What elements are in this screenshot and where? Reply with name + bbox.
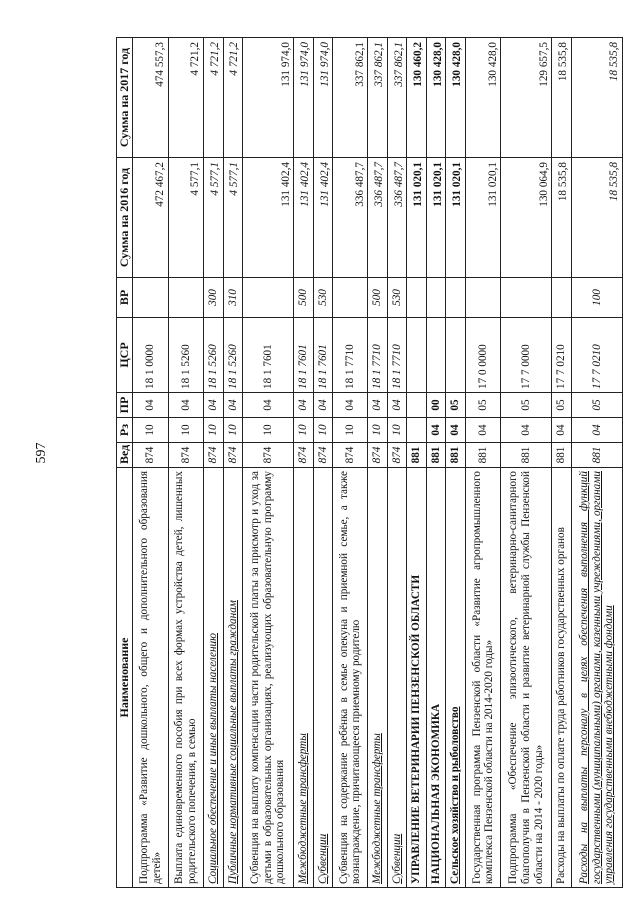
row-rz: 04 (426, 418, 446, 443)
row-sum-2017: 474 557,3 (133, 38, 168, 158)
row-sum-2017: 4 721,2 (223, 38, 243, 158)
row-name-text: Межбюджетные трансферты (297, 733, 310, 884)
row-csr: 18 1 0000 (133, 318, 168, 393)
row-sum-2016: 131 020,1 (465, 158, 500, 278)
row-sum-2017: 4 721,2 (168, 38, 203, 158)
row-name-text: Субвенция на содержание ребёнка в семье опекуна и приемной семье, а также вознаграждение, причитающееся приемному родителю (337, 471, 363, 884)
row-sum-2017: 337 862,1 (333, 38, 368, 158)
row-rz: 04 (552, 418, 572, 443)
row-pr: 04 (333, 393, 368, 418)
row-vr: 500 (368, 278, 388, 318)
row-sum-2017: 131 974,0 (294, 38, 314, 158)
row-sum-2017: 18 535,8 (571, 38, 622, 158)
row-sum-2017: 337 862,1 (368, 38, 388, 158)
header-sum-2017: Сумма на 2017 год (117, 38, 133, 158)
row-csr (446, 318, 466, 393)
row-sum-2017: 337 862,1 (387, 38, 407, 158)
row-sum-2016: 130 064,9 (501, 158, 552, 278)
row-ved: 874 (223, 443, 243, 468)
row-rz: 04 (501, 418, 552, 443)
row-name-text: Государственная программа Пензенской области «Развитие агропромышленного комплекса Пензенской области на 2014-2020 годы» (470, 471, 496, 884)
header-ved: Вед (117, 443, 133, 468)
row-name (368, 468, 388, 888)
row-name (294, 468, 314, 888)
row-sum-2016: 336 487,7 (368, 158, 388, 278)
row-pr: 05 (501, 393, 552, 418)
row-csr (407, 318, 427, 393)
table-row (333, 38, 368, 888)
row-vr: 530 (313, 278, 333, 318)
row-sum-2017: 131 974,0 (243, 38, 294, 158)
table-row (407, 38, 427, 888)
row-pr: 04 (204, 393, 224, 418)
row-vr (407, 278, 427, 318)
row-pr: 04 (387, 393, 407, 418)
row-name-text: УПРАВЛЕНИЕ ВЕТЕРИНАРИИ ПЕНЗЕНСКОЙ ОБЛАСТИ (410, 574, 423, 884)
table-row (465, 38, 500, 888)
row-pr: 05 (552, 393, 572, 418)
row-sum-2016: 131 402,4 (313, 158, 333, 278)
row-csr: 18 1 7601 (294, 318, 314, 393)
row-vr (465, 278, 500, 318)
row-vr (168, 278, 203, 318)
row-pr (407, 393, 427, 418)
row-name (133, 468, 168, 888)
row-ved: 874 (387, 443, 407, 468)
row-name (501, 468, 552, 888)
row-vr: 310 (223, 278, 243, 318)
row-ved: 874 (294, 443, 314, 468)
row-rz: 10 (313, 418, 333, 443)
header-rz: Рз (117, 418, 133, 443)
row-name (446, 468, 466, 888)
row-sum-2016: 131 402,4 (294, 158, 314, 278)
row-name (465, 468, 500, 888)
page-number: 597 (34, 442, 49, 464)
table-row (313, 38, 333, 888)
row-sum-2016: 131 402,4 (243, 158, 294, 278)
row-rz: 10 (368, 418, 388, 443)
row-sum-2017: 130 428,0 (446, 38, 466, 158)
row-sum-2016: 18 535,8 (571, 158, 622, 278)
row-vr: 530 (387, 278, 407, 318)
row-name (426, 468, 446, 888)
row-pr: 04 (223, 393, 243, 418)
row-sum-2017: 4 721,2 (204, 38, 224, 158)
row-sum-2016: 4 577,1 (223, 158, 243, 278)
row-ved: 874 (368, 443, 388, 468)
row-name-text: Субвенции (390, 833, 403, 884)
row-ved: 881 (571, 443, 622, 468)
row-name (552, 468, 572, 888)
row-name (204, 468, 224, 888)
header-vr: ВР (117, 278, 133, 318)
row-rz: 04 (465, 418, 500, 443)
row-pr: 05 (446, 393, 466, 418)
row-rz: 10 (204, 418, 224, 443)
row-sum-2016: 131 020,1 (407, 158, 427, 278)
table-row (168, 38, 203, 888)
table-row (387, 38, 407, 888)
row-csr: 18 1 7710 (368, 318, 388, 393)
row-name-text: Межбюджетные трансферты (371, 733, 384, 884)
row-sum-2016: 131 020,1 (446, 158, 466, 278)
row-pr: 04 (368, 393, 388, 418)
row-ved: 881 (465, 443, 500, 468)
row-pr: 04 (243, 393, 294, 418)
row-ved: 874 (243, 443, 294, 468)
row-csr: 18 1 7710 (333, 318, 368, 393)
row-name-text: НАЦИОНАЛЬНАЯ ЭКОНОМИКА (429, 703, 442, 884)
table-row (446, 38, 466, 888)
row-pr: 04 (313, 393, 333, 418)
row-sum-2017: 131 974,0 (313, 38, 333, 158)
header-csr: ЦСР (117, 318, 133, 393)
row-csr: 17 0 0000 (465, 318, 500, 393)
row-ved: 874 (333, 443, 368, 468)
row-rz: 10 (133, 418, 168, 443)
table-row (571, 38, 622, 888)
row-pr: 00 (426, 393, 446, 418)
row-csr: 18 1 7601 (313, 318, 333, 393)
row-name (243, 468, 294, 888)
budget-table (116, 37, 623, 888)
row-name (223, 468, 243, 888)
row-name-text: Подпрограмма «Обеспечение эпизоотического, ветеринарно-санитарного благополучия в Пензенской области и развитие ветеринарной службы Пензенской области на 2014 - 2020 годы» (507, 471, 545, 884)
row-csr: 18 1 7710 (387, 318, 407, 393)
row-name-text: Расходы на выплаты по оплате труда работников государственных органов (555, 527, 568, 884)
row-rz: 10 (243, 418, 294, 443)
row-ved: 881 (501, 443, 552, 468)
row-sum-2016: 472 467,2 (133, 158, 168, 278)
row-csr: 18 1 5260 (168, 318, 203, 393)
row-name-text: Субвенция на выплату компенсации части родительской платы за присмотр и уход за детьми в образовательных организациях, реализующих образовательную программу дошкольного образования (249, 471, 287, 884)
table-row (133, 38, 168, 888)
row-sum-2017: 18 535,8 (552, 38, 572, 158)
row-pr: 04 (168, 393, 203, 418)
row-name-text: Выплата единовременного пособия при всех формах устройства детей, лишенных родительского попечения, в семью (173, 471, 198, 884)
row-csr: 18 1 5260 (223, 318, 243, 393)
row-sum-2016: 18 535,8 (552, 158, 572, 278)
row-ved: 874 (204, 443, 224, 468)
row-sum-2016: 131 020,1 (426, 158, 446, 278)
row-csr: 17 7 0210 (552, 318, 572, 393)
row-rz: 10 (168, 418, 203, 443)
row-vr: 500 (294, 278, 314, 318)
table-row (368, 38, 388, 888)
table-row (552, 38, 572, 888)
row-ved: 874 (313, 443, 333, 468)
row-sum-2016: 336 487,7 (333, 158, 368, 278)
table-row (501, 38, 552, 888)
row-vr (243, 278, 294, 318)
row-vr (501, 278, 552, 318)
row-ved: 881 (446, 443, 466, 468)
row-sum-2017: 130 460,2 (407, 38, 427, 158)
row-sum-2017: 129 657,5 (501, 38, 552, 158)
row-name (407, 468, 427, 888)
row-pr: 05 (571, 393, 622, 418)
row-name (313, 468, 333, 888)
row-pr: 04 (133, 393, 168, 418)
row-csr: 17 7 0000 (501, 318, 552, 393)
row-name-text: Сельское хозяйство и рыболовство (449, 706, 462, 884)
row-vr (446, 278, 466, 318)
rotated-page (116, 38, 623, 888)
row-name-text: Публичные нормативные социальные выплаты гражданам (226, 600, 239, 884)
row-vr (333, 278, 368, 318)
row-vr (552, 278, 572, 318)
row-rz: 10 (294, 418, 314, 443)
row-csr (426, 318, 446, 393)
row-ved: 874 (168, 443, 203, 468)
row-rz: 04 (571, 418, 622, 443)
row-rz: 04 (446, 418, 466, 443)
table-row (243, 38, 294, 888)
row-csr: 17 7 0210 (571, 318, 622, 393)
row-ved: 881 (426, 443, 446, 468)
row-vr (133, 278, 168, 318)
row-ved: 881 (552, 443, 572, 468)
row-name (333, 468, 368, 888)
row-rz: 10 (387, 418, 407, 443)
header-sum-2016: Сумма на 2016 год (117, 158, 133, 278)
row-name-text: Подпрограмма «Развитие дошкольного, общего и дополнительного образования детей» (138, 471, 163, 884)
row-sum-2016: 4 577,1 (168, 158, 203, 278)
row-name-text: Расходы на выплаты персоналу в целях обеспечения выполнения функций государственными (муниципальными) органами, казенными учреждениями, органами управления государственными внебюджетными фондами (578, 471, 616, 884)
table-row (223, 38, 243, 888)
table-row (294, 38, 314, 888)
row-csr: 18 1 5260 (204, 318, 224, 393)
row-vr: 100 (571, 278, 622, 318)
row-rz (407, 418, 427, 443)
row-rz: 10 (333, 418, 368, 443)
table-row (426, 38, 446, 888)
row-name-text: Социальное обеспечение и иные выплаты населению (206, 632, 219, 884)
row-vr: 300 (204, 278, 224, 318)
table-header-row (117, 38, 133, 888)
row-ved: 874 (133, 443, 168, 468)
row-name (571, 468, 622, 888)
row-name-text: Субвенции (316, 833, 329, 884)
row-sum-2016: 336 487,7 (387, 158, 407, 278)
row-name (168, 468, 203, 888)
row-pr: 04 (294, 393, 314, 418)
row-name (387, 468, 407, 888)
table-row (204, 38, 224, 888)
header-pr: ПР (117, 393, 133, 418)
row-sum-2017: 130 428,0 (426, 38, 446, 158)
row-csr: 18 1 7601 (243, 318, 294, 393)
row-vr (426, 278, 446, 318)
header-name: Наименование (117, 468, 133, 888)
row-pr: 05 (465, 393, 500, 418)
row-ved: 881 (407, 443, 427, 468)
row-sum-2017: 130 428,0 (465, 38, 500, 158)
row-rz: 10 (223, 418, 243, 443)
row-sum-2016: 4 577,1 (204, 158, 224, 278)
